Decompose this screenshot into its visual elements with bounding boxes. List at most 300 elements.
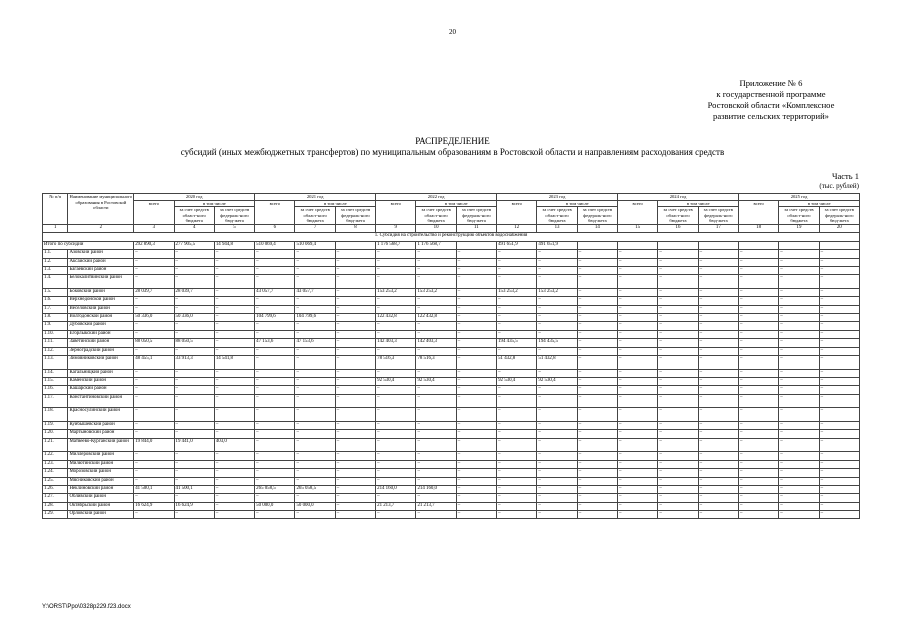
table-cell: – — [658, 485, 698, 493]
table-cell: – — [698, 250, 738, 258]
table-cell: – — [335, 430, 375, 438]
table-cell: – — [658, 330, 698, 338]
table-cell: – — [618, 275, 658, 289]
table-cell: – — [658, 288, 698, 296]
table-cell: – — [214, 378, 254, 386]
table-cell: – — [255, 511, 295, 519]
table-cell: – — [537, 460, 577, 468]
table-cell: – — [174, 386, 214, 394]
table-cell: – — [698, 511, 738, 519]
table-cell: – — [497, 469, 537, 477]
table-cell: – — [537, 369, 577, 377]
row-number: 1.18. — [43, 408, 68, 422]
municipality-name: Константиновский район — [68, 394, 134, 408]
row-number: 1.26. — [43, 485, 68, 493]
table-cell: – — [335, 305, 375, 313]
table-cell: – — [537, 452, 577, 460]
row-number: 1.20. — [43, 430, 68, 438]
table-cell: – — [618, 438, 658, 452]
total-label: Итого по субсидии — [43, 241, 134, 249]
column-number: 9 — [376, 224, 416, 232]
table-cell: – — [416, 275, 456, 289]
table-cell: – — [255, 452, 295, 460]
header-federal: за счет средств федераль-ного бюд-жета — [214, 207, 254, 225]
table-cell: – — [134, 275, 174, 289]
table-cell: – — [134, 386, 174, 394]
table-cell: – — [255, 477, 295, 485]
table-cell: – — [618, 250, 658, 258]
table-cell: – — [174, 469, 214, 477]
table-cell: – — [658, 421, 698, 429]
row-number: 1.29. — [43, 511, 68, 519]
table-cell: – — [134, 258, 174, 266]
table-row — [43, 347, 860, 355]
table-cell: – — [537, 305, 577, 313]
column-number: 13 — [537, 224, 577, 232]
table-cell: – — [658, 438, 698, 452]
table-cell: – — [618, 430, 658, 438]
table-cell: – — [376, 494, 416, 502]
table-cell — [738, 241, 778, 249]
table-cell: – — [335, 314, 375, 322]
table-cell: – — [295, 250, 335, 258]
header-no: № п/п — [43, 194, 68, 225]
table-cell: – — [456, 386, 496, 394]
table-cell: – — [698, 347, 738, 355]
table-cell: – — [134, 469, 174, 477]
table-cell: – — [618, 408, 658, 422]
table-row — [43, 394, 860, 408]
table-cell: – — [295, 258, 335, 266]
table-cell: 43 057,7 — [295, 288, 335, 296]
table-cell: – — [698, 502, 738, 510]
table-cell: – — [698, 288, 738, 296]
table-cell: – — [335, 347, 375, 355]
table-cell: – — [779, 485, 819, 493]
table-cell: – — [779, 258, 819, 266]
row-number: 1.6. — [43, 297, 68, 305]
row-number: 1.15. — [43, 378, 68, 386]
table-cell: 122 432,8 — [416, 314, 456, 322]
header-year: 2022 год — [376, 194, 497, 201]
table-cell: – — [698, 297, 738, 305]
table-cell: – — [134, 477, 174, 485]
table-cell: – — [698, 430, 738, 438]
table-cell — [335, 241, 375, 249]
table-cell: – — [255, 275, 295, 289]
table-cell: – — [335, 330, 375, 338]
table-cell: – — [295, 460, 335, 468]
table-cell: – — [335, 494, 375, 502]
table-cell: 48 455,1 — [134, 356, 174, 370]
municipality-name: Зерноградский район — [68, 347, 134, 355]
table-cell: – — [698, 330, 738, 338]
row-number: 1.19. — [43, 421, 68, 429]
table-cell: – — [214, 339, 254, 347]
table-cell: – — [214, 452, 254, 460]
table-cell: – — [698, 494, 738, 502]
table-cell: – — [819, 356, 859, 370]
table-cell: – — [134, 322, 174, 330]
table-cell: – — [497, 322, 537, 330]
row-number: 1.12. — [43, 347, 68, 355]
table-cell: – — [497, 502, 537, 510]
table-cell: – — [577, 250, 617, 258]
table-cell: – — [456, 288, 496, 296]
table-cell: – — [174, 408, 214, 422]
table-cell: 1 176 568,7 — [376, 241, 416, 249]
table-cell: – — [174, 421, 214, 429]
row-number: 1.17. — [43, 394, 68, 408]
table-cell: – — [738, 266, 778, 274]
table-cell: – — [537, 347, 577, 355]
table-cell: – — [618, 266, 658, 274]
table-row — [43, 460, 860, 468]
table-cell: – — [577, 438, 617, 452]
municipality-name: Зимовниковский район — [68, 356, 134, 370]
table-cell: – — [456, 408, 496, 422]
table-row — [43, 288, 860, 296]
table-cell: – — [456, 258, 496, 266]
table-cell: 1 176 568,7 — [416, 241, 456, 249]
table-cell: – — [456, 266, 496, 274]
header-total: всего — [134, 200, 174, 224]
table-cell: 491 651,9 — [497, 241, 537, 249]
table-cell: – — [658, 494, 698, 502]
appendix-line: развитие сельских территорий» — [713, 111, 829, 121]
table-cell: – — [335, 356, 375, 370]
header-total: всего — [738, 200, 778, 224]
table-cell — [698, 241, 738, 249]
table-cell: – — [255, 258, 295, 266]
table-cell: – — [214, 322, 254, 330]
table-row — [43, 339, 860, 347]
row-number: 1.22. — [43, 452, 68, 460]
column-number: 12 — [497, 224, 537, 232]
table-cell: – — [577, 305, 617, 313]
table-cell: – — [376, 369, 416, 377]
table-cell: 47 153,6 — [255, 339, 295, 347]
table-cell: 142 403,3 — [376, 339, 416, 347]
table-cell: – — [497, 430, 537, 438]
table-cell: 16 624,9 — [134, 502, 174, 510]
table-cell: – — [779, 430, 819, 438]
table-cell: – — [335, 322, 375, 330]
table-cell: – — [779, 275, 819, 289]
table-cell: – — [335, 297, 375, 305]
table-cell: 122 432,8 — [376, 314, 416, 322]
table-cell: – — [819, 305, 859, 313]
row-number: 1.25. — [43, 477, 68, 485]
table-cell: – — [738, 339, 778, 347]
table-cell: – — [376, 258, 416, 266]
table-cell: – — [214, 347, 254, 355]
table-cell: – — [456, 297, 496, 305]
table-cell: 28 039,7 — [134, 288, 174, 296]
table-cell: – — [738, 452, 778, 460]
table-cell: – — [335, 369, 375, 377]
header-incl: в том числе — [537, 200, 618, 207]
table-cell: – — [779, 502, 819, 510]
table-cell: – — [537, 485, 577, 493]
table-row — [43, 430, 860, 438]
table-cell: – — [214, 288, 254, 296]
table-cell: – — [738, 408, 778, 422]
table-cell: – — [698, 386, 738, 394]
table-cell: – — [658, 369, 698, 377]
table-cell: – — [416, 330, 456, 338]
table-cell: – — [214, 502, 254, 510]
table-cell: 50 000,0 — [295, 502, 335, 510]
table-cell: – — [537, 430, 577, 438]
table-cell: – — [416, 266, 456, 274]
table-cell: – — [738, 258, 778, 266]
table-cell: 153 253,2 — [376, 288, 416, 296]
table-row — [43, 369, 860, 377]
section-title: 1. Субсидия на строительство и реконструкцию объектов водоснабжения — [43, 233, 860, 241]
table-cell: – — [255, 266, 295, 274]
table-cell: – — [134, 394, 174, 408]
table-cell: 214 160,0 — [416, 485, 456, 493]
table-cell: – — [738, 421, 778, 429]
table-cell: – — [819, 460, 859, 468]
table-cell: – — [819, 266, 859, 274]
table-cell: – — [456, 339, 496, 347]
table-cell: – — [214, 305, 254, 313]
table-cell: – — [779, 452, 819, 460]
table-cell: – — [255, 460, 295, 468]
table-cell: – — [779, 339, 819, 347]
table-cell: – — [174, 250, 214, 258]
table-cell: – — [497, 314, 537, 322]
table-cell: – — [214, 511, 254, 519]
table-cell: – — [456, 275, 496, 289]
table-cell: – — [134, 408, 174, 422]
table-cell: 153 253,2 — [497, 288, 537, 296]
table-cell: – — [537, 469, 577, 477]
table-cell: – — [738, 477, 778, 485]
table-cell: – — [819, 339, 859, 347]
table-cell — [779, 241, 819, 249]
table-cell: – — [618, 347, 658, 355]
table-cell: – — [819, 378, 859, 386]
table-cell: – — [134, 460, 174, 468]
municipality-name: Белокалитвинский район — [68, 275, 134, 289]
table-cell: – — [537, 275, 577, 289]
table-cell: – — [618, 460, 658, 468]
table-cell: – — [537, 266, 577, 274]
table-cell: – — [497, 275, 537, 289]
table-cell: – — [577, 288, 617, 296]
table-cell: – — [497, 369, 537, 377]
table-cell: – — [456, 394, 496, 408]
table-cell: – — [779, 347, 819, 355]
part-label: Часть 1 — [831, 171, 859, 181]
header-federal: за счет средств федераль-ного бюд-жета — [577, 207, 617, 225]
header-regional: за счет средств област-ного бюджета — [416, 207, 456, 225]
row-number: 1.1. — [43, 250, 68, 258]
column-number: 18 — [738, 224, 778, 232]
table-cell: – — [537, 494, 577, 502]
table-cell: – — [497, 485, 537, 493]
column-number: 2 — [68, 224, 134, 232]
table-cell: – — [214, 485, 254, 493]
table-cell: – — [376, 452, 416, 460]
table-cell: 43 057,7 — [255, 288, 295, 296]
table-cell: – — [295, 369, 335, 377]
table-cell: – — [335, 275, 375, 289]
row-number: 1.23. — [43, 460, 68, 468]
table-cell: – — [698, 314, 738, 322]
table-cell: – — [698, 305, 738, 313]
table-cell: – — [134, 305, 174, 313]
table-cell: – — [577, 386, 617, 394]
table-cell: – — [456, 430, 496, 438]
header-name: Наименование муниципального образования в Ростовской области — [68, 194, 134, 225]
header-incl: в том числе — [174, 200, 255, 207]
table-cell: – — [456, 356, 496, 370]
municipality-name: Мясниковский район — [68, 477, 134, 485]
municipality-name: Аксайский район — [68, 258, 134, 266]
header-federal: за счет средств федераль-ного бюд-жета — [335, 207, 375, 225]
table-cell: – — [819, 369, 859, 377]
table-cell: – — [335, 394, 375, 408]
row-number: 1.24. — [43, 469, 68, 477]
table-cell: – — [577, 477, 617, 485]
table-cell: – — [335, 339, 375, 347]
table-cell: – — [658, 314, 698, 322]
table-cell: – — [537, 394, 577, 408]
table-cell: – — [819, 438, 859, 452]
table-cell: 194 435,5 — [537, 339, 577, 347]
table-cell: – — [295, 305, 335, 313]
table-cell: – — [255, 305, 295, 313]
table-cell: – — [819, 408, 859, 422]
table-row — [43, 452, 860, 460]
table-cell: – — [255, 297, 295, 305]
table-cell: – — [214, 494, 254, 502]
table-row — [43, 297, 860, 305]
table-cell: 214 160,0 — [376, 485, 416, 493]
table-cell: – — [819, 477, 859, 485]
table-row — [43, 314, 860, 322]
table-cell: – — [577, 258, 617, 266]
table-cell: – — [537, 258, 577, 266]
table-cell: 19 844,0 — [134, 438, 174, 452]
table-cell: – — [376, 330, 416, 338]
table-cell: – — [497, 394, 537, 408]
column-number: 11 — [456, 224, 496, 232]
table-cell: – — [174, 477, 214, 485]
table-cell: – — [698, 460, 738, 468]
table-cell: – — [698, 339, 738, 347]
table-cell: – — [577, 369, 617, 377]
table-cell: – — [618, 386, 658, 394]
column-number: 14 — [577, 224, 617, 232]
table-cell: 265 058,5 — [295, 485, 335, 493]
table-cell: 51 432,8 — [497, 356, 537, 370]
table-cell — [456, 241, 496, 249]
table-cell: – — [214, 386, 254, 394]
table-cell: – — [819, 421, 859, 429]
municipality-name: Волгодонской район — [68, 314, 134, 322]
table-cell: – — [618, 378, 658, 386]
table-cell: – — [376, 275, 416, 289]
table-cell: 142 403,3 — [416, 339, 456, 347]
row-number: 1.28. — [43, 502, 68, 510]
table-cell: – — [214, 408, 254, 422]
table-cell: – — [376, 347, 416, 355]
table-row — [43, 386, 860, 394]
table-cell: – — [174, 305, 214, 313]
table-cell: – — [214, 330, 254, 338]
document-title — [0, 136, 905, 158]
table-cell: – — [134, 347, 174, 355]
title-sub: субсидий (иных межбюджетных трансфертов) по муниципальным образованиям в Ростовской области и направлениям расходования средств — [180, 147, 725, 157]
table-cell: – — [134, 378, 174, 386]
table-cell: – — [416, 322, 456, 330]
table-cell: 50 336,0 — [134, 314, 174, 322]
table-cell: – — [779, 297, 819, 305]
table-cell: – — [577, 421, 617, 429]
appendix-line: к государственной программе — [716, 89, 826, 99]
table-cell: 104 799,6 — [255, 314, 295, 322]
header-year: 2023 год — [497, 194, 618, 201]
table-cell: – — [295, 330, 335, 338]
table-cell: – — [779, 438, 819, 452]
column-number: 3 — [134, 224, 174, 232]
table-cell: – — [819, 511, 859, 519]
table-cell: – — [658, 469, 698, 477]
table-cell: 92 530,4 — [537, 378, 577, 386]
table-cell: – — [456, 452, 496, 460]
table-cell: – — [658, 394, 698, 408]
table-cell: – — [577, 339, 617, 347]
table-cell: – — [779, 394, 819, 408]
municipality-name: Кашарский район — [68, 386, 134, 394]
table-cell: – — [738, 288, 778, 296]
table-cell: – — [618, 356, 658, 370]
table-cell: – — [497, 494, 537, 502]
table-cell: – — [618, 258, 658, 266]
table-cell: – — [295, 322, 335, 330]
municipality-name: Каменский район — [68, 378, 134, 386]
table-cell: – — [738, 511, 778, 519]
table-cell: – — [819, 314, 859, 322]
municipality-name: Верхнедонской район — [68, 297, 134, 305]
table-cell: – — [779, 378, 819, 386]
table-cell: – — [416, 430, 456, 438]
appendix-caption — [691, 78, 851, 122]
table-cell: – — [698, 421, 738, 429]
table-cell: – — [779, 356, 819, 370]
table-row — [43, 356, 860, 370]
table-cell: – — [698, 469, 738, 477]
table-cell: – — [335, 266, 375, 274]
table-cell: – — [497, 408, 537, 422]
table-cell: – — [456, 438, 496, 452]
table-cell: – — [658, 347, 698, 355]
table-cell: 41 500,1 — [134, 485, 174, 493]
table-cell: – — [779, 469, 819, 477]
table-cell: – — [658, 460, 698, 468]
table-cell: – — [618, 452, 658, 460]
table-cell: – — [335, 469, 375, 477]
table-cell: – — [698, 452, 738, 460]
file-path-footer: Y:\ORST\Ppo\0328p229.f23.docx — [42, 604, 131, 610]
column-number: 1 — [43, 224, 68, 232]
table-cell: – — [658, 266, 698, 274]
